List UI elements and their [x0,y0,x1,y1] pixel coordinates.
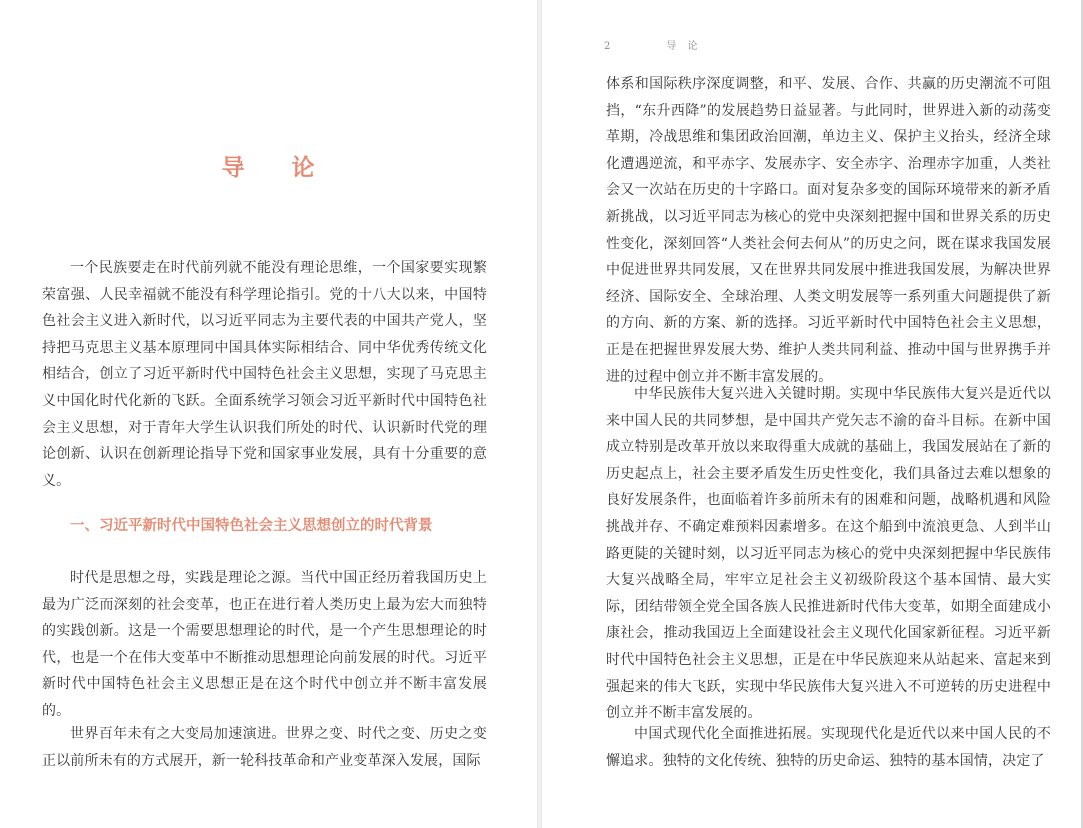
chapter-title-char-2: 论 [291,154,316,181]
running-head-title: 导 论 [666,41,702,52]
right-paragraph-1: 体系和国际秩序深度调整，和平、发展、合作、共赢的历史潮流不可阻挡，“东升西降”的发展趋势日益显著。与此同时，世界进入新的动荡变革期，冷战思维和集团政治回潮，单边主义、保护主义抬头，经济全球化遭遇逆流，和平赤字、发展赤字、安全赤字、治理赤字加重，人类社会又一次站在历史的十字路口。面对复杂多变的国际环境带来的新矛盾新挑战，以习近平同志为核心的党中央深刻把握中国和世界关系的历史性变化，深刻回答“人类社会何去何从”的历史之问，既在谋求我国发展中促进世界共同发展，又在世界共同发展中推进我国发展，为解决世界经济、国际安全、全球治理、人类文明发展等一系列重大问题提供了新的方向、新的方案、新的选择。习近平新时代中国特色社会主义思想，正是在把握世界发展大势、维护人类共同利益、推动中国与世界携手并进的过程中创立并不断丰富发展的。 [606,76,1051,385]
right-paragraph-2: 中华民族伟大复兴进入关键时期。实现中华民族伟大复兴是近代以来中国人民的共同梦想，是中国共产党矢志不渝的奋斗目标。在新中国成立特别是改革开放以来取得重大成就的基础上，我国发展站在了新的历史起点上，社会主要矛盾发生历史性变化，我们具备过去难以想象的良好发展条件，也面临着许多前所未有的困难和问题，战略机遇和风险挑战并存、不确定难预料因素增多。在这个船到中流浪更急、人到半山路更陡的关键时刻，以习近平同志为核心的党中央深刻把握中华民族伟大复兴战略全局，牢牢立足社会主义初级阶段这个基本国情、最大实际，团结带领全党全国各族人民推进新时代伟大变革，如期全面建成小康社会，推动我国迈上全面建设社会主义现代化国家新征程。习近平新时代中国特色社会主义思想，正是在中华民族迎来从站起来、富起来到强起来的伟大飞跃，实现中华民族伟大复兴进入不可逆转的历史进程中创立并不断丰富发展的。 [606,386,1051,722]
chapter-title-char-1: 导 [221,154,246,181]
section-paragraph-1: 时代是思想之母，实践是理论之源。当代中国正经历着我国历史上最为广泛而深刻的社会变革，也正在进行着人类历史上最为宏大而独特的实践创新。这是一个需要思想理论的时代，是一个产生思想理论的时代，也是一个在伟大变革中不断推动思想理论向前发展的时代。习近平新时代中国特色社会主义思想正是在这个时代中创立并不断丰富发展的。 [42,570,487,719]
section-heading: 一、习近平新时代中国特色社会主义思想创立的时代背景 [70,518,433,534]
chapter-title [0,149,537,182]
page-number: 2 [604,41,611,52]
right-paragraph-3: 中国式现代化全面推进拓展。实现现代化是近代以来中国人民的不懈追求。独特的文化传统、独特的历史命运、独特的基本国情，决定了 [606,726,1051,769]
right-page [542,0,1083,828]
running-head [604,37,702,52]
intro-paragraph: 一个民族要走在时代前列就不能没有理论思维，一个国家要实现繁荣富强、人民幸福就不能没有科学理论指引。党的十八大以来，中国特色社会主义进入新时代，以习近平同志为主要代表的中国共产党人，坚持把马克思主义基本原理同中国具体实际相结合、同中华优秀传统文化相结合，创立了习近平新时代中国特色社会主义思想，实现了马克思主义中国化时代化新的飞跃。全面系统学习领会习近平新时代中国特色社会主义思想，对于青年大学生认识我们所处的时代、认识新时代党的理论创新、认识在创新理论指导下党和国家事业发展，具有十分重要的意义。 [42,260,487,489]
section-paragraph-2: 世界百年未有之大变局加速演进。世界之变、时代之变、历史之变正以前所未有的方式展开，新一轮科技革命和产业变革深入发展，国际 [42,726,487,769]
left-page [0,0,537,828]
